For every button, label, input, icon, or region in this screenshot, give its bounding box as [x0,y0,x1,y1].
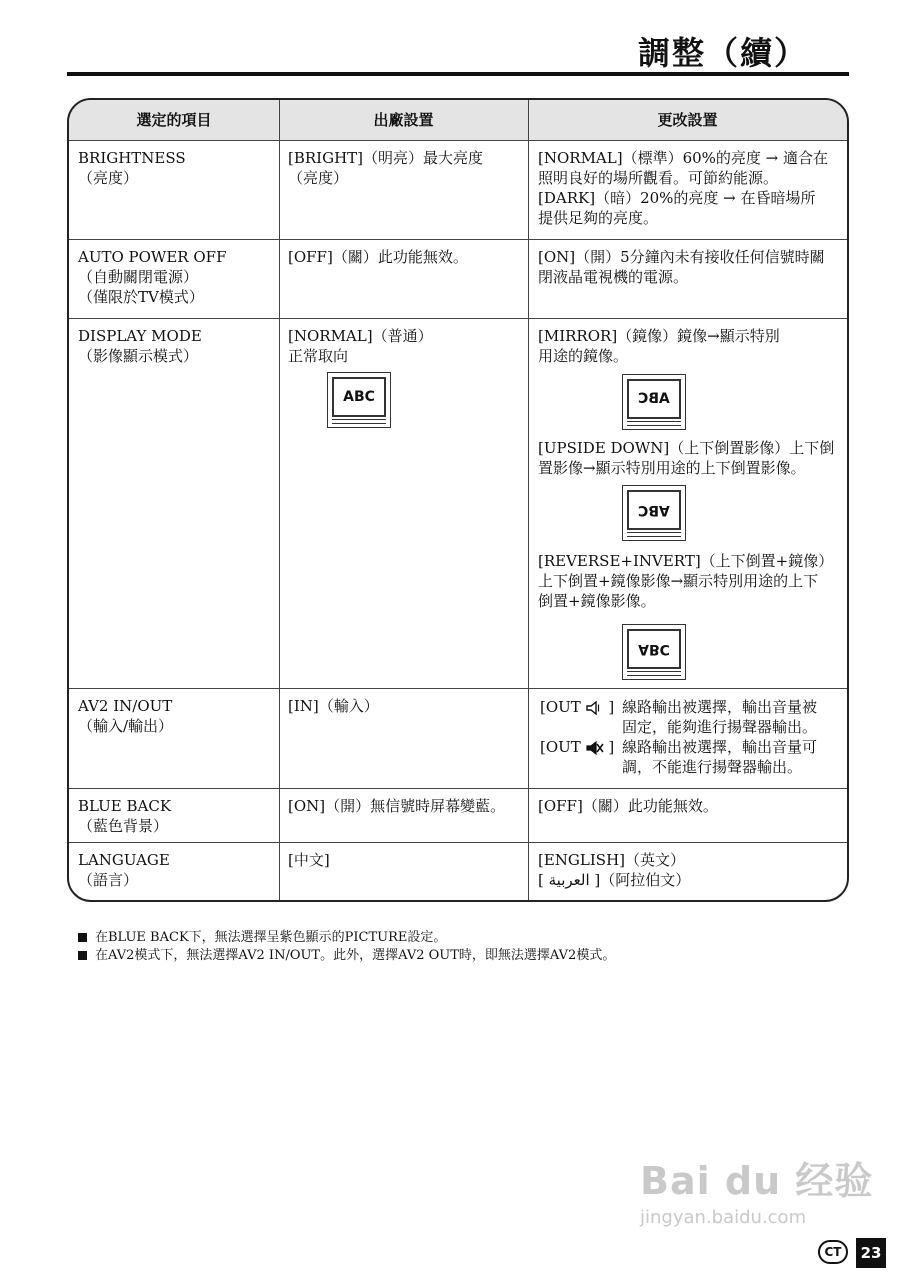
title-rule [67,72,849,76]
note-item: 在AV2模式下，無法選擇AV2 IN/OUT。此外，選擇AV2 OUT時，即無法選擇AV2模式。 [78,947,615,965]
table-row-auto-power-off-factory: [OFF]（關）此功能無效。 [288,248,468,266]
bullet-square-icon [78,951,87,960]
tv-screen: ABC [627,629,681,669]
tv-mirror-illustration [622,374,686,430]
column-divider [279,100,280,900]
settings-table [67,98,849,902]
table-row-language-item: LANGUAGE （語言） [78,851,170,889]
tv-screen: ABC [332,377,386,417]
watermark-url: jingyan.baidu.com [640,1207,807,1228]
tv-normal-illustration [327,372,391,428]
tv-upside-down-illustration [622,485,686,541]
tv-screen: ABC [627,379,681,419]
table-row-blue-back-factory: [ON]（開）無信號時屏幕變藍。 [288,797,506,815]
table-row-brightness-change: [NORMAL]（標準）60%的亮度 → 適合在 照明良好的場所觀看。可節約能源。 [DARK]（暗）20%的亮度 → 在昏暗場所 提供足夠的亮度。 [538,149,829,227]
table-row-language-change: [ENGLISH]（英文） [ العربية ]（阿拉伯文） [538,851,691,889]
display-mode-upside-text: [UPSIDE DOWN]（上下倒置影像）上下倒 置影像→顯示特別用途的上下倒置影像。 [538,439,835,477]
table-row-display-mode-item: DISPLAY MODE （影像顯示模式） [78,327,202,365]
av2-out-speaker-text: 線路輸出被選擇，輸出音量被 固定，能夠進行揚聲器輸出。 [622,698,818,736]
tv-base [627,532,681,537]
header-item: 選定的項目 [136,111,212,129]
row-divider [69,140,847,141]
av2-out-speaker-label: [OUT ] [540,698,615,716]
section-badge: CT [818,1240,848,1264]
row-divider [69,318,847,319]
row-divider [69,842,847,843]
notes-list [78,929,615,965]
display-mode-mirror-text: [MIRROR]（鏡像）鏡像→顯示特別 用途的鏡像。 [538,327,780,365]
display-mode-reverse-text: [REVERSE+INVERT]（上下倒置+鏡像） 上下倒置+鏡像影像→顯示特別用途的上下 倒置+鏡像影像。 [538,552,834,610]
table-row-av2-item: AV2 IN/OUT （輸入/輸出） [78,697,174,735]
header-change: 更改設置 [657,111,718,129]
av2-out-mute-text: 線路輸出被選擇，輸出音量可 調，不能進行揚聲器輸出。 [622,738,818,776]
table-row-brightness-item: BRIGHTNESS （亮度） [78,149,186,187]
row-divider [69,788,847,789]
row-divider [69,239,847,240]
watermark-brand: Bai du 经验 [640,1159,874,1203]
table-row-brightness-factory: [BRIGHT]（明亮）最大亮度 （亮度） [288,149,484,187]
note-item: 在BLUE BACK下，無法選擇呈紫色顯示的PICTURE設定。 [78,929,615,947]
table-row-blue-back-item: BLUE BACK （藍色背景） [78,797,172,835]
tv-reverse-invert-illustration [622,624,686,680]
av2-out-mute-label: [OUT ] [540,738,615,756]
speaker-icon [586,701,604,715]
header-factory: 出廠設置 [373,111,434,129]
table-row-language-factory: [中文] [288,851,330,869]
column-divider [528,100,529,900]
watermark [640,1150,873,1228]
table-row-display-mode-factory: [NORMAL]（普通） 正常取向 [288,327,433,365]
tv-screen: ABC [627,490,681,530]
speaker-mute-icon [586,741,604,755]
tv-base [627,421,681,426]
tv-base [332,419,386,424]
page-number: 23 [856,1238,886,1268]
bullet-square-icon [78,933,87,942]
tv-base [627,671,681,676]
page-title: 調整（續） [637,34,808,72]
table-row-av2-factory: [IN]（輸入） [288,697,379,715]
table-row-auto-power-off-change: [ON]（開）5分鐘內未有接收任何信號時關 閉液晶電視機的電源。 [538,248,825,286]
table-row-auto-power-off-item: AUTO POWER OFF （自動關閉電源） （僅限於TV模式） [78,248,227,306]
row-divider [69,688,847,689]
table-row-blue-back-change: [OFF]（關）此功能無效。 [538,797,718,815]
